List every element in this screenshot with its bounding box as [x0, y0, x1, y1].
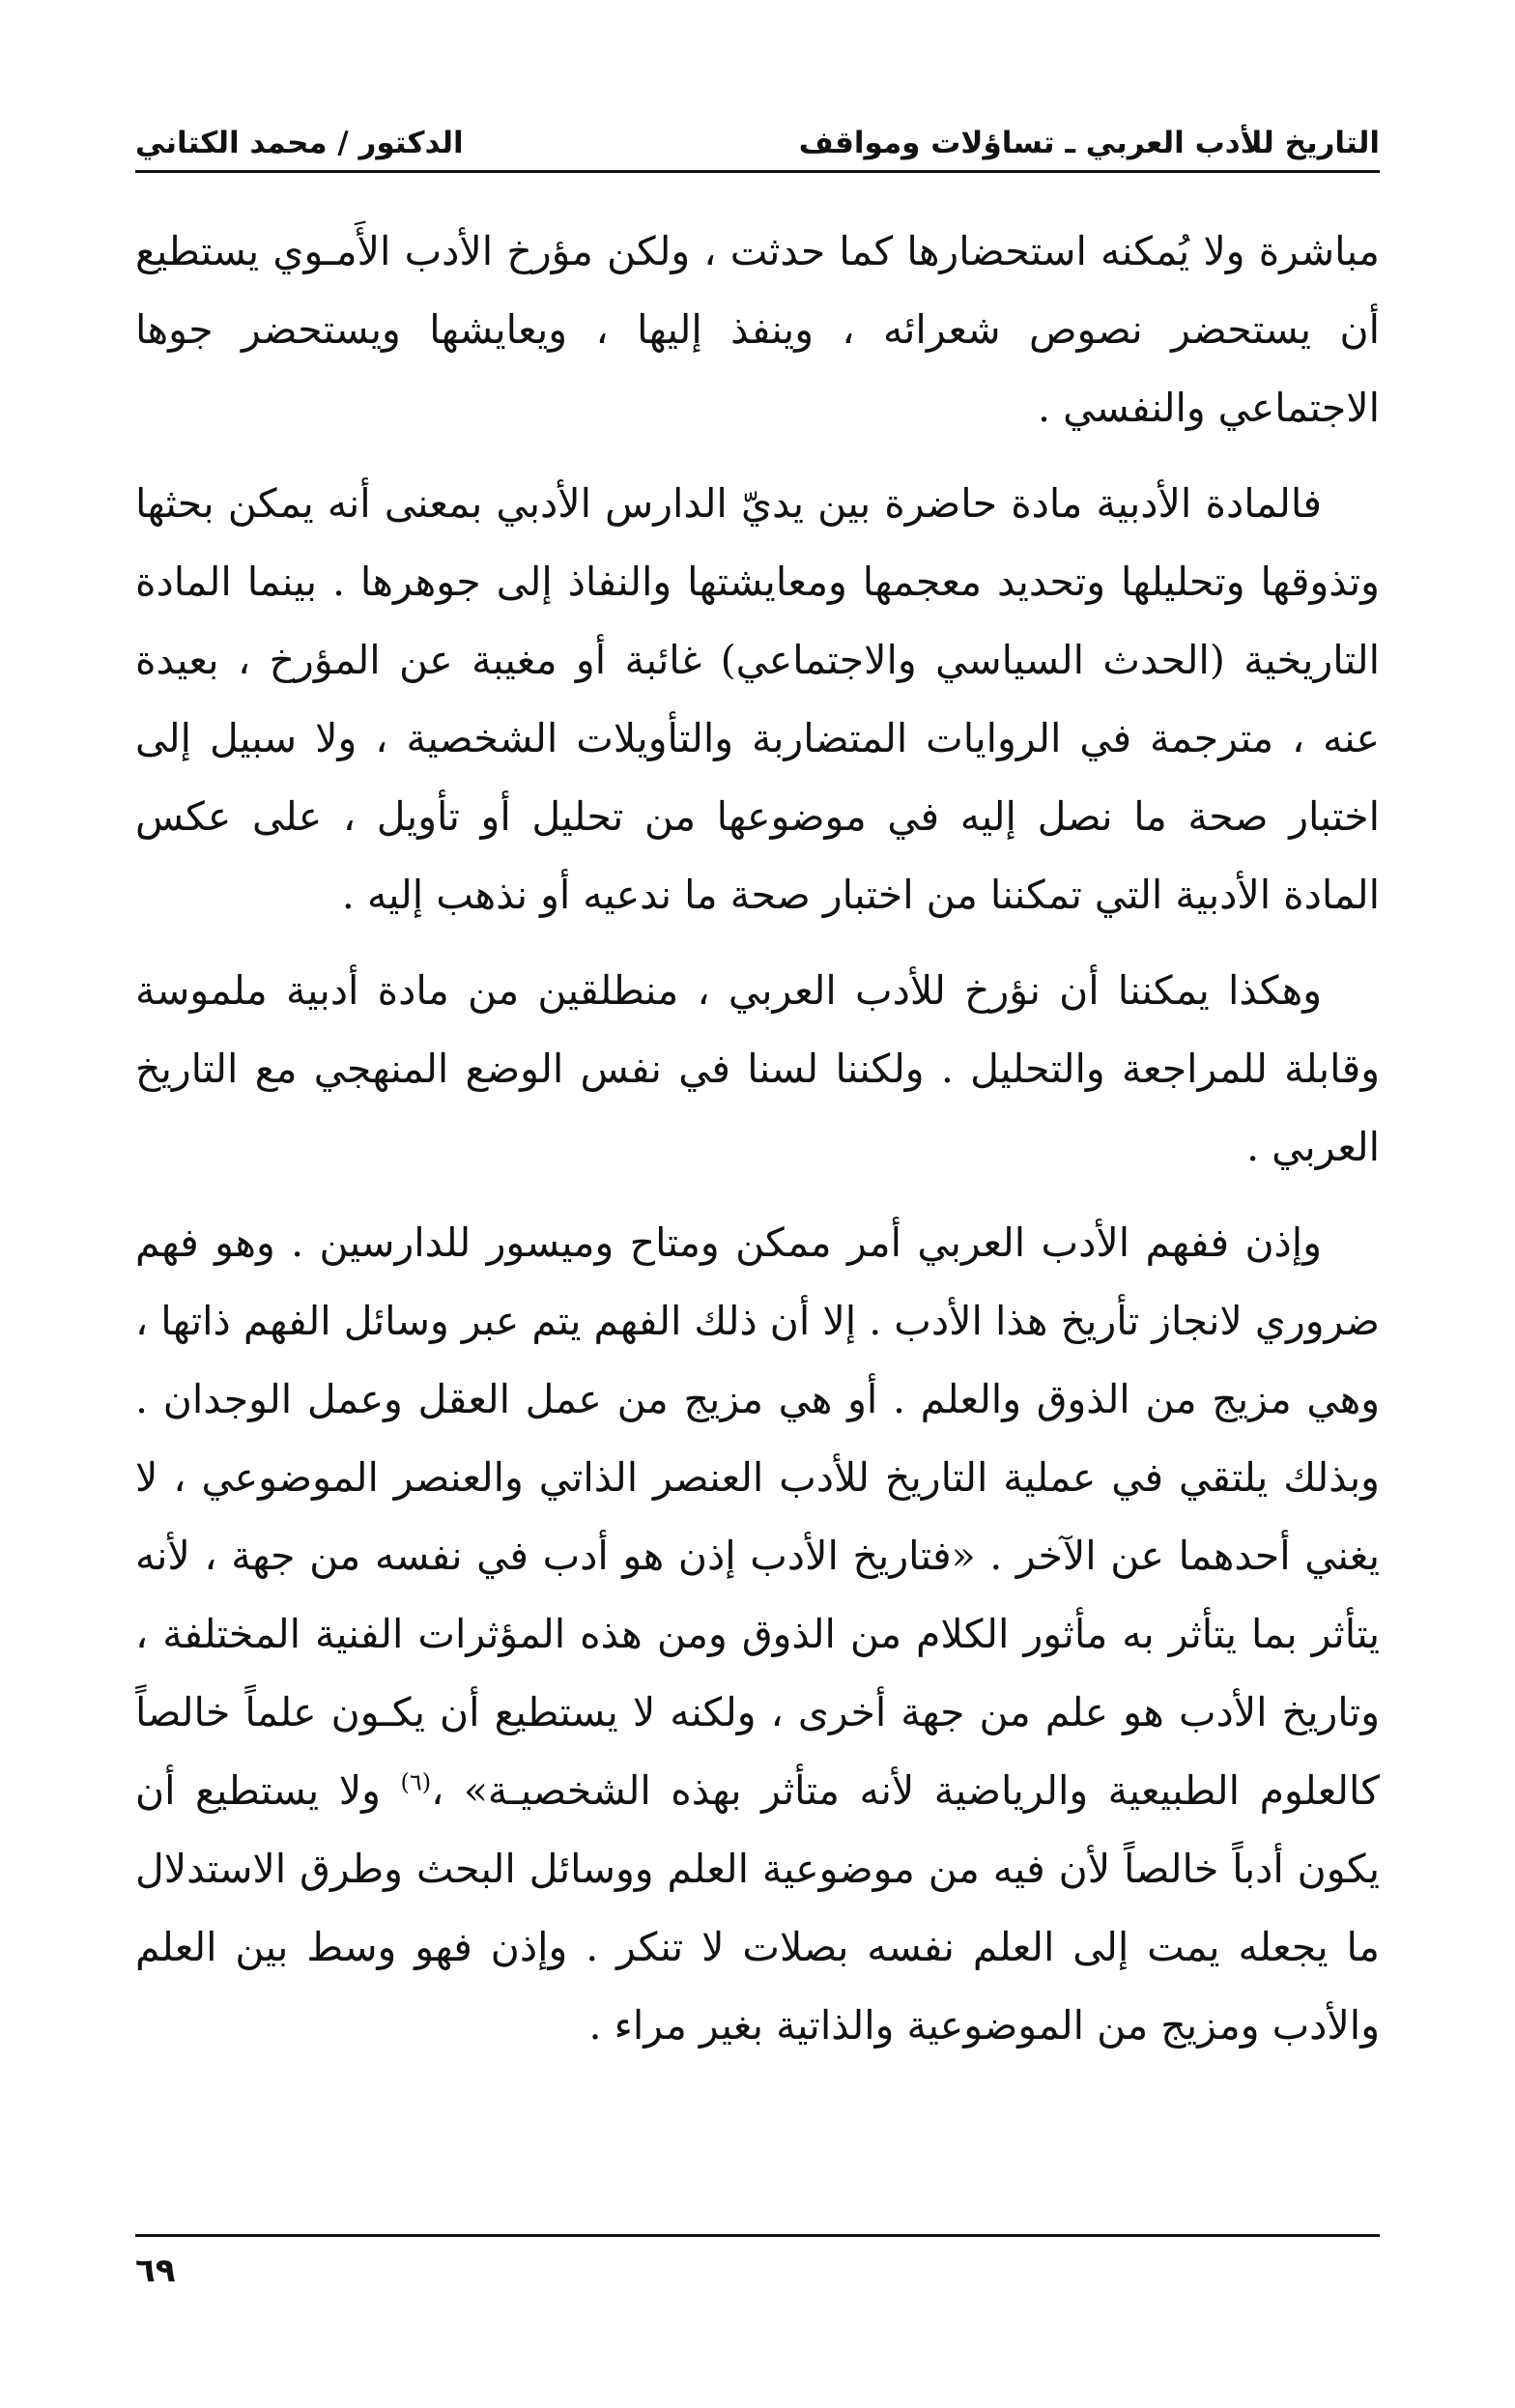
- header-rule: [135, 170, 1380, 173]
- paragraph-4-text: وإذن ففهم الأدب العربي أمر ممكن ومتاح وميسور للدارسين . وهو فهم ضروري لانجاز تأريخ هذا الأدب . إلا أن ذلك الفهم يتم عبر وسائل الفهم ذاتها ، وهي مزيج من الذوق والعلم . أو هي مزيج من عمل العقل وعمل الوجدان . وبذلك يلتقي في عملية التاريخ للأدب العنصر الذاتي والعنصر الموضوعي ، لا يغني أحدهما عن الآخر . «فتاريخ الأدب إذن هو أدب في نفسه من جهة ، لأنه يتأثر بما يتأثر به مأثور الكلام من الذوق ومن هذه المؤثرات الفنية المختلفة ، وتاريخ الأدب هو علم من جهة أخرى ، ولكنه لا يستطيع أن يكـون علماً خالصاً كالعلوم الطبيعية والرياضية لأنه متأثر بهذه الشخصيـة» ،: [135, 1219, 1380, 1814]
- paragraph-3: وهكذا يمكننا أن نؤرخ للأدب العربي ، منطلقين من مادة أدبية ملموسة وقابلة للمراجعة والتحليل . ولكننا لسنا في نفس الوضع المنهجي مع التاريخ العربي .: [135, 967, 1380, 1170]
- paragraph-1: مباشرة ولا يُمكنه استحضارها كما حدثت ، ولكن مؤرخ الأدب الأَمـوي يستطيع أن يستحضر نصوص شعرائه ، وينفذ إليها ، ويعايشها ويستحضر جوها الاجتماعي والنفسي .: [135, 228, 1380, 431]
- footnote-reference[interactable]: (٦): [400, 1768, 432, 1796]
- running-header: [135, 114, 1380, 172]
- header-author: الدكتور / محمد الكتاني: [135, 126, 464, 160]
- paragraph-4: [135, 1204, 1380, 2065]
- header-book-title: التاريخ للأدب العربي ـ تساؤلات ومواقف: [798, 126, 1380, 160]
- footer-rule: [135, 2234, 1380, 2237]
- body-text: [135, 213, 1380, 2089]
- paragraph-4-continued: ولا يستطيع أن يكون أدباً خالصاً لأن فيه من موضوعية العلم ووسائل البحث وطرق الاستدلال ما يجعله يمت إلى العلم نفسه بصلات لا تنكر . وإذن فهو وسط بين العلم والأدب ومزيج من الموضوعية والذاتية بغير مراء .: [135, 1767, 1380, 2049]
- paragraph-2: فالمادة الأدبية مادة حاضرة بين يديّ الدارس الأدبي بمعنى أنه يمكن بحثها وتذوقها وتحليلها وتحديد معجمها ومعايشتها والنفاذ إلى جوهرها . بينما المادة التاريخية (الحدث السياسي والاجتماعي) غائبة أو مغيبة عن المؤرخ ، بعيدة عنه ، مترجمة في الروايات المتضاربة والتأويلات الشخصية ، ولا سبيل إلى اختبار صحة ما نصل إليه في موضوعها من تحليل أو تأويل ، على عكس المادة الأدبية التي تمكننا من اختبار صحة ما ندعيه أو نذهب إليه .: [135, 480, 1380, 918]
- page-number: ٦٩: [135, 2251, 176, 2290]
